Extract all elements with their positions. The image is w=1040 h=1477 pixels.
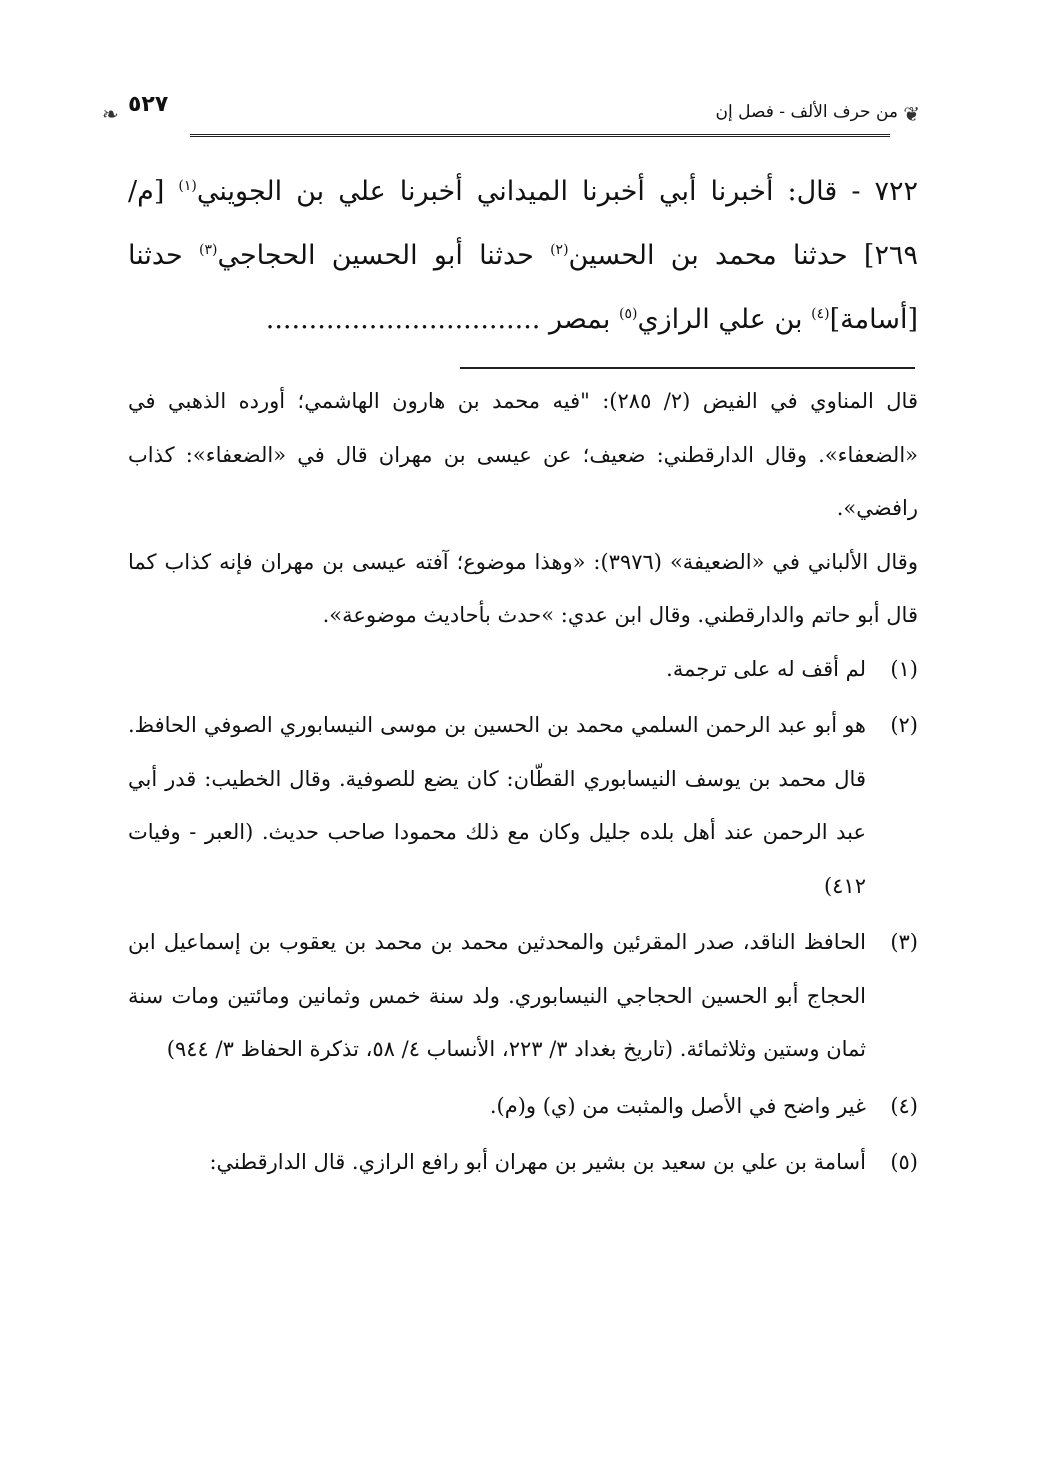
header-rule — [190, 134, 890, 137]
footnote-text: هو أبو عبد الرحمن السلمي محمد بن الحسين بن موسى النيسابوري الصوفي الحافظ. قال محمد بن يوسف النيسابوري القطّان: كان يضع للصوفية. وقال الخطيب: قدر أبي عبد الرحمن عند أهل بلده جليل وكان مع ذلك محمودا صاحب حديث. (العبر - وفيات ٤١٢) — [128, 713, 866, 898]
footnote-separator — [460, 367, 915, 369]
footnote-text: أسامة بن علي بن سعيد بن بشير بن مهران أبو رافع الرازي. قال الدارقطني: — [209, 1150, 866, 1174]
footnote-ref: (٥) — [619, 306, 638, 322]
footnote-ref: (٤) — [811, 306, 830, 322]
header-ornament-icon: ❦ — [903, 102, 920, 126]
footnote-text: الحافظ الناقد، صدر المقرئين والمحدثين محمد بن محمد بن يعقوب بن إسماعيل ابن الحجاج أبو الحسين الحجاجي النيسابوري. ولد سنة خمس وثمانين ومائتين ومات سنة ثمان وستين وثلاثمائة. (تاريخ بغداد ٣/ ٢٢٣، الأنساب ٤/ ٥٨، تذكرة الحفاظ ٣/ ٩٤٤) — [128, 930, 866, 1061]
footnote-number: (٤) — [890, 1093, 918, 1118]
hadith-text — [128, 160, 918, 352]
running-header — [102, 92, 920, 136]
footnote-ref: (١) — [178, 178, 197, 194]
footnote-item — [128, 1080, 918, 1134]
footnote-number: (٣) — [890, 930, 918, 954]
hadith-line: ٧٢٢ - قال: أخبرنا أبي أخبرنا الميداني أخبرنا علي بن الجويني$^{(١)}$ [م/ ٢٦٩] حدثنا محمد بن الحسين$^{(٢)}$ حدثنا أبو الحسين الحجاجي$^{(٣)}$ حدثنا [أسامة]$^{(٤)}$ بن علي الرازي$^{(٥)}$ بمصر ................................ — [128, 176, 918, 335]
footnote-item — [128, 916, 918, 1077]
footnote-number: (٥) — [890, 1150, 918, 1174]
note-paragraph: وقال الألباني في «الضعيفة» (٣٩٧٦): «وهذا موضوع؛ آفته عيسى بن مهران فإنه كذاب كما قال أبو حاتم والدارقطني. وقال ابن عدي: »حدث بأحاديث موضوعة». — [128, 549, 918, 627]
footnotes — [128, 375, 918, 1190]
page-number-ornament-icon: ❧ — [102, 102, 119, 126]
footnote-text: لم أقف له على ترجمة. — [666, 656, 866, 681]
footnote-ref: (٣) — [199, 242, 218, 258]
page-number: ٥٢٧ — [128, 92, 169, 117]
note-paragraph: قال المناوي في الفيض (٢/ ٢٨٥): "فيه محمد بن هارون الهاشمي؛ أورده الذهبي في «الضعفاء». وقال الدارقطني: ضعيف؛ عن عيسى بن مهران قال في «الضعفاء»: كذاب رافضي». — [128, 389, 918, 520]
footnote-number: (٢) — [890, 713, 918, 737]
header-title: من حرف الألف - فصل إن — [715, 102, 898, 122]
footnote-item — [128, 699, 918, 913]
footnote-item — [128, 1136, 918, 1190]
footnote-item — [128, 643, 918, 697]
footnote-number: (١) — [890, 656, 918, 681]
footnote-ref: (٢) — [550, 242, 569, 258]
footnote-text: غير واضح في الأصل والمثبت من (ي) و(م). — [489, 1093, 866, 1118]
